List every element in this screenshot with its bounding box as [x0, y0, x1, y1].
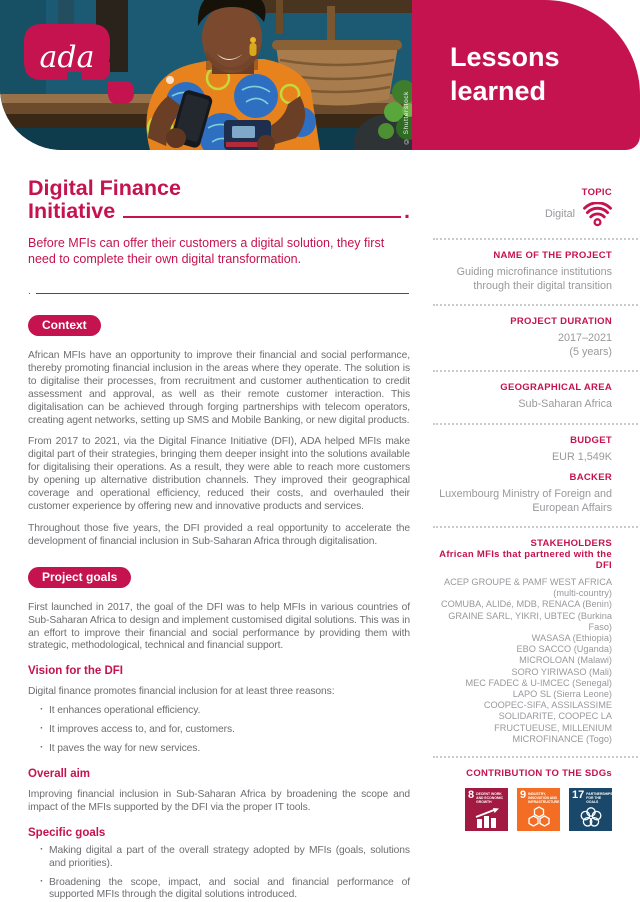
- vision-bullet-text: It paves the way for new services.: [49, 743, 201, 755]
- sdg-block: [433, 768, 640, 831]
- project-name-value: Guiding microfinance institutions through their digital transition: [456, 266, 612, 292]
- vision-bullet-text: It improves access to, and for, customers.: [49, 724, 235, 736]
- project-goals-badge: Project goals: [28, 567, 131, 588]
- intro-text: Before MFIs can offer their customers a digital solution, they first need to complete their own digital transformation.: [28, 236, 385, 266]
- section-divider: [28, 286, 410, 297]
- topic-value: Digital: [544, 207, 575, 220]
- bullet-dot: ·: [40, 742, 44, 754]
- ada-logo: [24, 24, 136, 111]
- goals-intro-paragraph: First launched in 2017, the goal of the DFI was to help MFIs in various countries of Sub-Saharan Africa to design and implement customised digital solutions. This was in an effort to improve their financial and social performance by providing them with strategic, methodological, technical and financial support.: [28, 601, 410, 652]
- vision-bullet-text: It enhances operational efficiency.: [49, 705, 201, 717]
- context-paragraph: From 2017 to 2021, via the Digital Finance Initiative (DFI), ADA helped MFIs make digital part of their strategies, bringing them deeper insight into the solutions available for digitalising their operations. As a result, they were able to reach more customers by opening up alternative distribution channels. They improved their geographical coverage and operational efficiency, reduced their costs, and overhauled their customer experience by offering new and innovative products and services.: [28, 436, 410, 512]
- overall-aim-heading: Overall aim: [28, 767, 91, 780]
- sdg-9-tile: [517, 788, 560, 831]
- title-underline: [123, 216, 401, 218]
- stakeholder-item: MICROLOAN (Malawi): [519, 655, 612, 666]
- stakeholders-label: STAKEHOLDERS: [530, 538, 612, 549]
- sidebar-divider: [433, 756, 638, 758]
- bullet-dot: ·: [40, 723, 44, 735]
- budget-label: BUDGET: [570, 434, 612, 446]
- sdg8-growth-chart-icon: [474, 808, 500, 828]
- context-paragraph: African MFIs have an opportunity to improve their financial and social performance, thereby promoting financial inclusion in the areas where they operate. The solution is to digitalise their processes, from recruitment and customer authentication to credit assessment and approval, as well as their remote customer interaction. This digitalisation can be achieved through forging partnerships with telecom operators, creating agent networks, setting up SMS and Mobile Banking, or new digital products.: [28, 350, 410, 426]
- bullet-dot: ·: [40, 843, 44, 855]
- stakeholder-item: MEC FADEC & U-IMCEC (Senegal): [465, 677, 612, 688]
- stakeholder-item: ACEP GROUPE & PAMF WEST AFRICA (multi-country): [444, 577, 612, 599]
- banner-title: Lessons learned: [450, 42, 560, 106]
- vision-bullet: [40, 743, 410, 756]
- vision-heading: Vision for the DFI: [28, 665, 123, 678]
- topic-label: TOPIC: [581, 187, 612, 198]
- divider-line: [36, 293, 409, 294]
- duration-block: [433, 316, 640, 359]
- specific-goal-bullet: [40, 877, 410, 902]
- lessons-learned-banner: [412, 0, 640, 150]
- title-end-dot: .: [404, 199, 410, 223]
- sdg17-rings-icon: [579, 806, 603, 828]
- stakeholder-item: COMUBA, ALIDé, MDB, RENACA (Benin): [440, 599, 612, 610]
- context-paragraph: Throughout those five years, the DFI provided a real opportunity to accelerate the development of financial inclusion in Sub-Saharan Africa through digitalisation.: [28, 522, 410, 547]
- sidebar-divider: [433, 304, 638, 306]
- sdg-8-label: DECENT WORK AND ECONOMIC GROWTH: [476, 792, 504, 805]
- duration-value: 2017–2021: [557, 332, 612, 344]
- sdg9-cubes-icon: [527, 806, 551, 828]
- ada-logo-text: ada: [39, 40, 95, 75]
- photo-credit: © Shutterstock: [403, 90, 410, 144]
- specific-goal-text: Broadening the scope, impact, and social and financial performance of supported MFIs through the digital solutions introduced.: [49, 876, 410, 901]
- backer-label: BACKER: [569, 472, 612, 483]
- sdg-17-tile: [569, 788, 612, 831]
- project-name-block: [433, 250, 640, 293]
- stakeholder-item: GRAINE SARL, YIKRI, UBTEC (Burkina Faso): [448, 610, 612, 632]
- sidebar-divider: [433, 423, 638, 425]
- stakeholder-item: EBO SACCO (Uganda): [516, 644, 612, 655]
- page-title: [28, 177, 410, 223]
- sidebar-divider: [433, 238, 638, 240]
- header: [0, 0, 640, 150]
- vision-bullet: [40, 705, 410, 718]
- geographical-area-block: [433, 382, 640, 412]
- budget-value: EUR 1,549K: [551, 450, 612, 463]
- context-badge: Context: [28, 315, 101, 336]
- sdg-8-number: 8: [468, 789, 475, 802]
- duration-note: (5 years): [569, 345, 612, 358]
- stakeholder-item: SORO YIRIWASO (Mali): [511, 666, 612, 677]
- specific-goals-heading: Specific goals: [28, 826, 106, 839]
- stakeholder-item: WASASA (Ethiopia): [531, 633, 612, 644]
- sdg-17-label: PARTNERSHIPS FOR THE GOALS: [586, 792, 613, 805]
- bullet-dot: ·: [40, 704, 44, 716]
- page-title-line2: Initiative: [28, 199, 116, 223]
- stakeholders-block: [433, 538, 640, 745]
- sdg-17-number: 17: [572, 789, 585, 802]
- backer-value: Luxembourg Ministry of Foreign and European Affairs: [439, 488, 612, 514]
- project-name-label: NAME OF THE PROJECT: [493, 250, 612, 261]
- sdg-8-tile: [465, 788, 508, 831]
- overall-aim-text: Improving financial inclusion in Sub-Saharan Africa by broadening the scope and impact of the MFIs supported by the DFI via the proper IT tools.: [28, 788, 410, 813]
- duration-label: PROJECT DURATION: [510, 316, 612, 327]
- budget-backer-block: [433, 435, 640, 516]
- sidebar-divider: [433, 370, 638, 372]
- sdg-label: CONTRIBUTION TO THE SDGs: [466, 768, 612, 780]
- stakeholders-sublabel: African MFIs that partnered with the DFI: [439, 549, 612, 571]
- vision-bullet: [40, 724, 410, 737]
- area-label: GEOGRAPHICAL AREA: [500, 382, 612, 393]
- area-value: Sub-Saharan Africa: [518, 398, 612, 410]
- stakeholders-list: [433, 577, 612, 745]
- specific-goal-text: Making digital a part of the overall strategy adopted by MFIs (goals, solutions and priorities).: [49, 844, 410, 869]
- page-title-line1: Digital Finance: [28, 176, 181, 200]
- main-column: [28, 150, 410, 902]
- divider-dot: .: [28, 286, 31, 297]
- sdg-9-number: 9: [520, 789, 527, 802]
- vision-intro: Digital finance promotes financial inclusion for at least three reasons:: [28, 686, 335, 698]
- sidebar-divider: [433, 526, 638, 528]
- stakeholder-item: LAPO SL (Sierra Leone): [512, 689, 612, 700]
- sdg-tiles: [433, 788, 612, 831]
- sdg-9-label: INDUSTRY, INNOVATION AND INFRASTRUCTURE: [528, 792, 560, 805]
- sidebar: [433, 150, 640, 831]
- topic-block: [433, 187, 640, 227]
- stakeholder-item: COOPEC-SIFA, ASSILASSIME SOLIDARITE, COOPEC LA FRUCTUEUSE, MILLENIUM MICROFINANCE (Togo): [483, 700, 612, 744]
- bullet-dot: ·: [40, 875, 44, 887]
- wifi-icon: [583, 202, 612, 227]
